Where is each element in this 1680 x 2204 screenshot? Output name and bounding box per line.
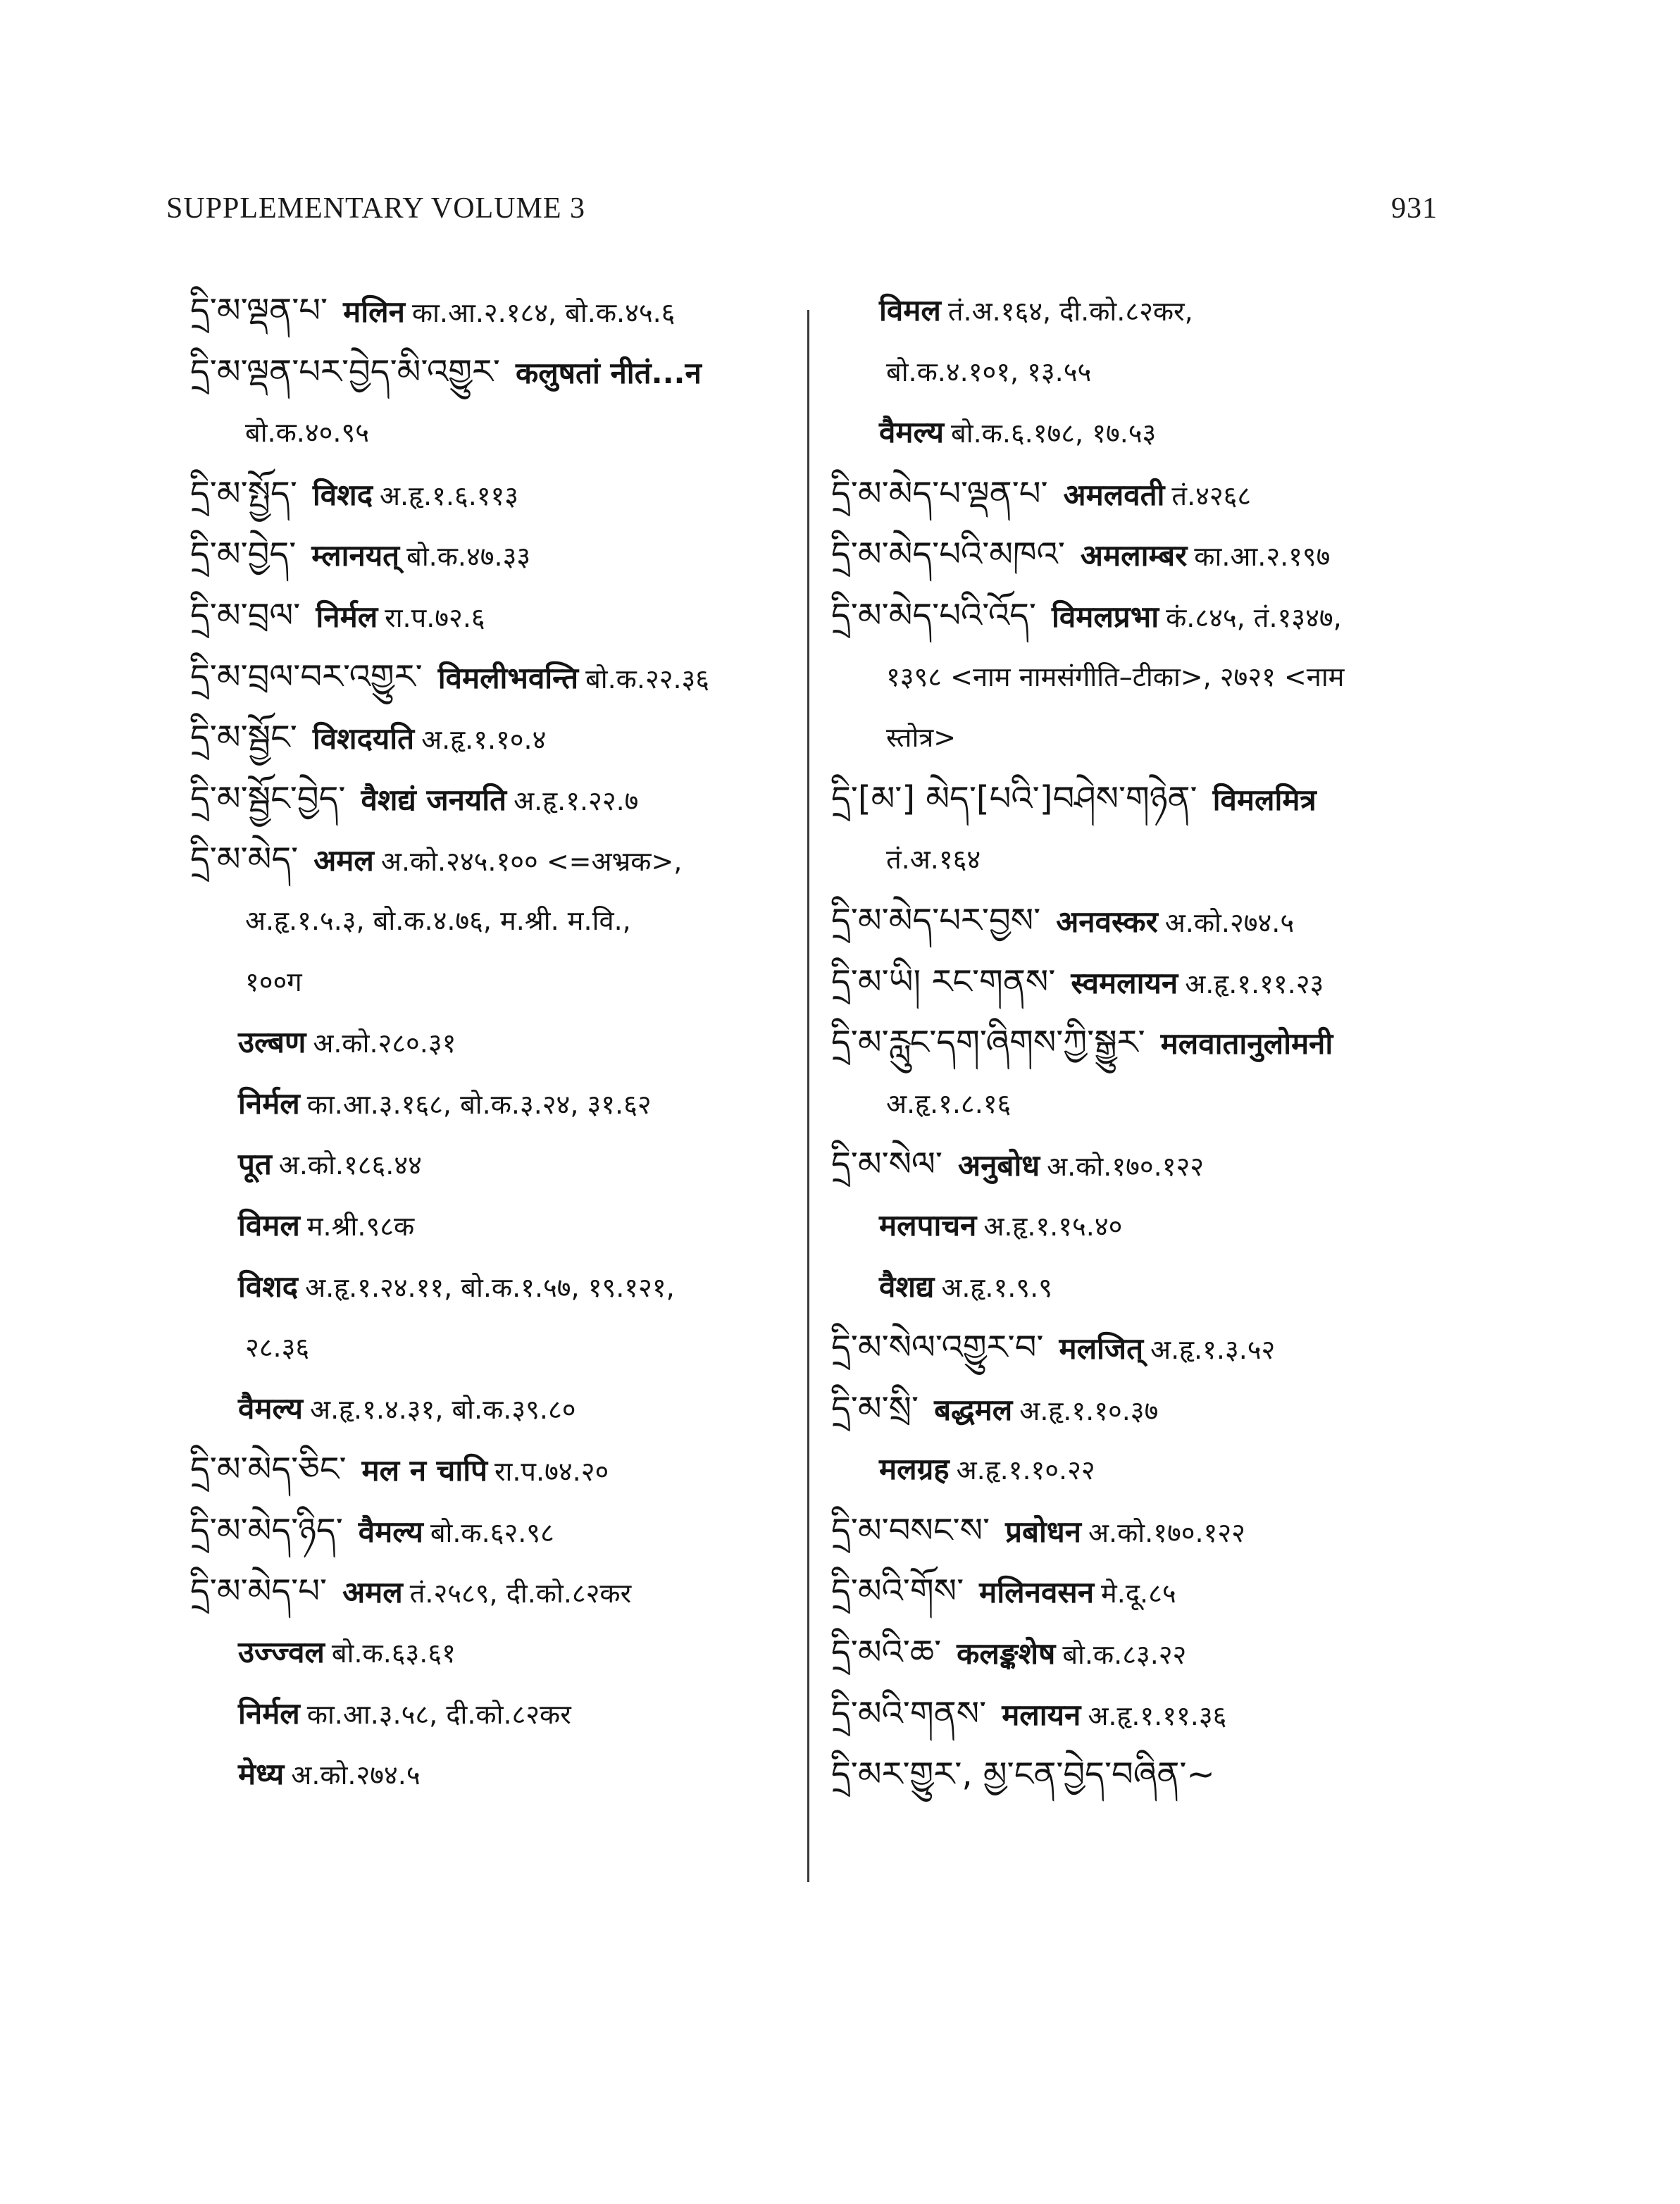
- source-reference: अ.को.२४५.१०० <=अभ्रक>,: [380, 846, 683, 878]
- source-reference: रा.प.७४.२०: [494, 1456, 609, 1488]
- sanskrit-term: वैशद्यं जनयति: [361, 782, 507, 817]
- dictionary-entry-line: [831, 1012, 1536, 1073]
- source-reference: बो.क.४०.९५: [245, 417, 370, 449]
- dictionary-entry-line: [831, 1073, 1536, 1135]
- dictionary-entry-line: [190, 1257, 810, 1318]
- sanskrit-term: प्रबोधन: [1005, 1514, 1081, 1549]
- tibetan-headword: དྲི་མའི་གནས་: [831, 1693, 987, 1733]
- source-reference: तं.२५८९, दी.को.८२कर: [409, 1578, 632, 1610]
- dictionary-entry-line: [190, 952, 810, 1013]
- tibetan-headword: དྲི་མ་ཡི། རང་གནས་: [831, 961, 1056, 1002]
- sanskrit-term: विमलमित्र: [1212, 782, 1317, 817]
- dictionary-entry-line: [190, 1500, 810, 1562]
- sanskrit-term: बद्धमल: [934, 1392, 1013, 1427]
- source-reference: अ.हृ.१.९.९: [941, 1271, 1052, 1303]
- source-reference: अ.को.१७०.१२२: [1047, 1151, 1204, 1183]
- dictionary-entry-line: [831, 1317, 1536, 1378]
- dictionary-entry-line: [190, 1012, 810, 1073]
- dictionary-entry-line: [190, 342, 810, 403]
- dictionary-entry-line: [831, 890, 1536, 952]
- dictionary-entry-line: [831, 707, 1536, 768]
- tibetan-headword: དྲི་མ་སྲི་: [831, 1388, 919, 1428]
- dictionary-entry-line: [831, 1134, 1536, 1195]
- tibetan-headword: དྲི་མ་མེད་པ་ལྡན་པ་: [831, 473, 1048, 513]
- dictionary-entry-line: [831, 280, 1536, 342]
- dictionary-entry-line: [190, 1744, 810, 1805]
- sanskrit-term: मल न चापि: [361, 1453, 487, 1488]
- sanskrit-term: उल्बण: [238, 1025, 306, 1060]
- dictionary-entry-line: [190, 1378, 810, 1440]
- left-column: [190, 280, 810, 1805]
- dictionary-entry-line: [831, 1683, 1536, 1745]
- tibetan-headword: དྲི་མ་བྲལ་: [190, 595, 301, 635]
- source-reference: अ.हृ.१.२४.११, बो.क.१.५७, १९.१२१,: [305, 1271, 675, 1303]
- tibetan-headword: དྲི་མ་སེལ་འགྱུར་བ་: [831, 1328, 1044, 1368]
- source-reference: म.श्री.९८क: [306, 1210, 415, 1242]
- dictionary-entry-line: [190, 1622, 810, 1683]
- source-reference: का.आ.२.१९७: [1194, 541, 1331, 573]
- source-reference: अ.हृ.१.२२.७: [514, 785, 639, 816]
- sanskrit-term: मलजित्: [1059, 1331, 1144, 1366]
- source-reference: बो.क.२२.३६: [585, 663, 710, 695]
- sanskrit-term: अमल: [342, 1575, 403, 1610]
- source-reference: बो.क.६३.६१: [331, 1638, 456, 1669]
- dictionary-entry-line: [831, 1439, 1536, 1500]
- source-reference: २८.३६: [245, 1332, 310, 1364]
- dictionary-entry-line: [831, 1378, 1536, 1440]
- dictionary-entry-line: [190, 280, 810, 342]
- source-reference: बो.क.६२.९८: [430, 1517, 554, 1548]
- source-reference: स्तोत्र>: [886, 722, 957, 754]
- source-reference: अ.हृ.१.५.३, बो.क.४.७६, म.श्री. म.वि.,: [245, 904, 631, 936]
- source-reference: बो.क.८३.२२: [1062, 1639, 1187, 1671]
- sanskrit-term: उज्ज्वल: [238, 1635, 325, 1670]
- dictionary-entry-line: [190, 1134, 810, 1195]
- source-reference: अ.हृ.१.१०.३७: [1019, 1395, 1159, 1426]
- sanskrit-term: विमलीभवन्ति: [437, 660, 579, 695]
- tibetan-headword: དྲི་མའི་གོས་: [831, 1571, 964, 1612]
- tibetan-headword: དྲི་[མ་] མེད་[པའི་]བཤེས་གཉེན་: [831, 778, 1197, 818]
- dictionary-entry-line: [831, 463, 1536, 525]
- sanskrit-term: अमलाम्बर: [1080, 538, 1188, 573]
- tibetan-headword: དྲི་མ་མེད་པ་: [190, 1571, 328, 1612]
- dictionary-entry-line: [831, 1500, 1536, 1562]
- source-reference: अ.हृ.१.८.१६: [886, 1088, 1012, 1119]
- dictionary-entry-line: [190, 890, 810, 952]
- source-reference: अ.को.२८०.३१: [313, 1028, 456, 1059]
- dictionary-entry-line: [831, 647, 1536, 708]
- tibetan-headword: དྲི་མ་ལྡན་པར་བྱེད་མི་འགྱུར་: [190, 351, 501, 392]
- dictionary-entry-line: [190, 1073, 810, 1135]
- dictionary-entry-line: [190, 402, 810, 463]
- sanskrit-term: वैमल्य: [238, 1390, 304, 1426]
- source-reference: अ.हृ.१.१०.४: [421, 724, 547, 756]
- dictionary-entry-line: [831, 1257, 1536, 1318]
- dictionary-entry-line: [190, 1683, 810, 1745]
- tibetan-headword: དྲི་མ་སྦྱོང་བྱེད་: [190, 778, 346, 818]
- sanskrit-term: वैशद्य: [879, 1269, 935, 1304]
- source-reference: का.आ.२.१८४, बो.क.४५.६: [411, 297, 676, 328]
- source-reference: अ.को.२७४.५: [1164, 907, 1295, 938]
- source-reference: अ.हृ.१.१०.२२: [956, 1455, 1095, 1486]
- dictionary-entry-line: [831, 342, 1536, 403]
- sanskrit-term: मलपाचन: [879, 1207, 977, 1243]
- source-reference: अ.हृ.१.३.५२: [1150, 1334, 1276, 1366]
- source-reference: अ.हृ.१.११.२३: [1185, 968, 1324, 1000]
- sanskrit-term: मेध्य: [238, 1757, 285, 1792]
- tibetan-headword: དྲི་མ་མེད་ཉིད་: [190, 1510, 343, 1550]
- tibetan-headword: དྲི་མ་མེད་པའི་མཁའ་: [831, 535, 1065, 575]
- tibetan-headword: དྲི་མ་མེད་པར་བྱས་: [831, 900, 1041, 940]
- dictionary-entry-line: [190, 1195, 810, 1257]
- dictionary-entry-line: [831, 1195, 1536, 1257]
- source-reference: मे.दू.८५: [1101, 1578, 1176, 1610]
- dictionary-entry-line: [831, 768, 1536, 830]
- dictionary-entry-line: [831, 585, 1536, 647]
- sanskrit-term: मलग्रह: [879, 1452, 950, 1487]
- tibetan-headword: དྲི་མ་ལྡན་པ་: [190, 291, 328, 330]
- dictionary-entry-line: [190, 1317, 810, 1378]
- sanskrit-term: निर्मल: [238, 1695, 300, 1731]
- running-head-title: SUPPLEMENTARY VOLUME 3: [166, 192, 586, 225]
- source-reference: अ.हृ.१.४.३१, बो.क.३९.८०: [310, 1393, 576, 1425]
- source-reference: बो.क.६.१७८, १७.५३: [951, 418, 1157, 449]
- sanskrit-term: अमलवती: [1063, 477, 1165, 512]
- source-reference: अ.को.१७०.१२२: [1088, 1517, 1245, 1548]
- source-reference: का.आ.३.५८, दी.को.८२कर: [306, 1698, 571, 1730]
- sanskrit-term: वैमल्य: [358, 1514, 423, 1549]
- sanskrit-term: अनुबोध: [958, 1148, 1040, 1183]
- sanskrit-term: मलवातानुलोमनी: [1160, 1026, 1333, 1061]
- source-reference: तं.अ.१६४: [886, 844, 981, 876]
- dictionary-entry-line: [831, 952, 1536, 1013]
- dictionary-entry-line: [831, 1744, 1536, 1805]
- tibetan-headword: དྲི་མར་གྱུར་, མྱ་ངན་བྱེད་བཞིན་~: [831, 1755, 1215, 1795]
- dictionary-entry-line: [190, 585, 810, 647]
- sanskrit-term: विशद: [312, 477, 373, 512]
- dictionary-entry-line: [190, 647, 810, 708]
- tibetan-headword: དྲི་མ་བྱེད་: [190, 535, 297, 575]
- tibetan-headword: དྲི་མ་སྦྱོང་: [190, 718, 297, 758]
- source-reference: रा.प.७२.६: [385, 602, 485, 633]
- sanskrit-term: कलङ्कशेष: [957, 1636, 1056, 1671]
- sanskrit-term: विमल: [238, 1207, 300, 1243]
- dictionary-entry-line: [831, 1622, 1536, 1683]
- tibetan-headword: དྲི་མ་སེལ་: [831, 1145, 943, 1185]
- tibetan-headword: དྲི་མའི་ཆ་: [831, 1633, 942, 1673]
- sanskrit-term: वैमल्य: [879, 415, 945, 450]
- tibetan-headword: དྲི་མ་རླུང་དག་ཞིགས་ཀྱི་སྒྱུར་: [831, 1023, 1145, 1063]
- tibetan-headword: དྲི་མ་མེད་: [190, 840, 299, 880]
- dictionary-entry-line: [190, 524, 810, 585]
- sanskrit-term: स्वमलायन: [1071, 965, 1178, 1000]
- dictionary-entry-line: [831, 402, 1536, 463]
- dictionary-entry-line: [190, 768, 810, 830]
- page-number: 931: [1391, 192, 1438, 225]
- dictionary-entry-line: [190, 463, 810, 525]
- source-reference: का.आ.३.१६८, बो.क.३.२४, ३१.६२: [306, 1088, 652, 1120]
- source-reference: कं.८४५, तं.१३४७,: [1166, 602, 1342, 633]
- sanskrit-term: विशदयति: [312, 721, 415, 757]
- dictionary-entry-line: [190, 1561, 810, 1622]
- sanskrit-term: मलिन: [343, 294, 405, 329]
- sanskrit-term: विमलप्रभा: [1051, 599, 1159, 634]
- source-reference: अ.हृ.१.१५.४०: [983, 1210, 1123, 1242]
- source-reference: तं.४२६८: [1171, 480, 1252, 511]
- sanskrit-term: निर्मल: [238, 1085, 300, 1121]
- right-column: [831, 280, 1536, 1805]
- tibetan-headword: དྲི་མ་བསང་ས་: [831, 1510, 990, 1550]
- source-reference: बो.क.४.१०१, १३.५५: [886, 356, 1092, 387]
- tibetan-headword: དྲི་མ་བྲལ་བར་འགྱུར་: [190, 656, 423, 697]
- sanskrit-term: विमल: [879, 293, 941, 328]
- tibetan-headword: དྲི་མ་སྤྱོད་: [190, 473, 297, 513]
- sanskrit-term: विशद: [238, 1269, 299, 1304]
- column-divider: [807, 310, 809, 1882]
- source-reference: अ.हृ.१.६.११३: [380, 480, 519, 511]
- sanskrit-term: म्लानयत्: [311, 538, 400, 573]
- sanskrit-term: पूत: [238, 1147, 272, 1182]
- sanskrit-term: अमल: [313, 843, 374, 878]
- sanskrit-term: मलायन: [1002, 1697, 1081, 1732]
- dictionary-entry-line: [190, 829, 810, 890]
- dictionary-entry-line: [831, 1561, 1536, 1622]
- source-reference: १००ग: [245, 966, 302, 997]
- source-reference: तं.अ.१६४, दी.को.८२कर,: [947, 296, 1193, 327]
- sanskrit-term: निर्मल: [316, 599, 378, 634]
- sanskrit-term: कलुषतां नीतं...न: [516, 355, 702, 390]
- source-reference: अ.को.२७४.५: [291, 1760, 421, 1791]
- source-reference: बो.क.४७.३३: [406, 541, 531, 573]
- source-reference: १३९८ <नाम नामसंगीति–टीका>, २७२१ <नाम: [886, 661, 1345, 692]
- source-reference: अ.को.१८६.४४: [278, 1150, 422, 1181]
- dictionary-entry-line: [831, 829, 1536, 890]
- dictionary-entry-line: [831, 524, 1536, 585]
- tibetan-headword: དྲི་མ་མེད་ཅིང་: [190, 1450, 347, 1490]
- sanskrit-term: अनवस्कर: [1056, 904, 1158, 939]
- tibetan-headword: དྲི་མ་མེད་པའི་འོད་: [831, 595, 1036, 635]
- dictionary-entry-line: [190, 1439, 810, 1500]
- dictionary-entry-line: [190, 707, 810, 768]
- source-reference: अ.हृ.१.११.३६: [1088, 1700, 1227, 1731]
- sanskrit-term: मलिनवसन: [979, 1575, 1095, 1610]
